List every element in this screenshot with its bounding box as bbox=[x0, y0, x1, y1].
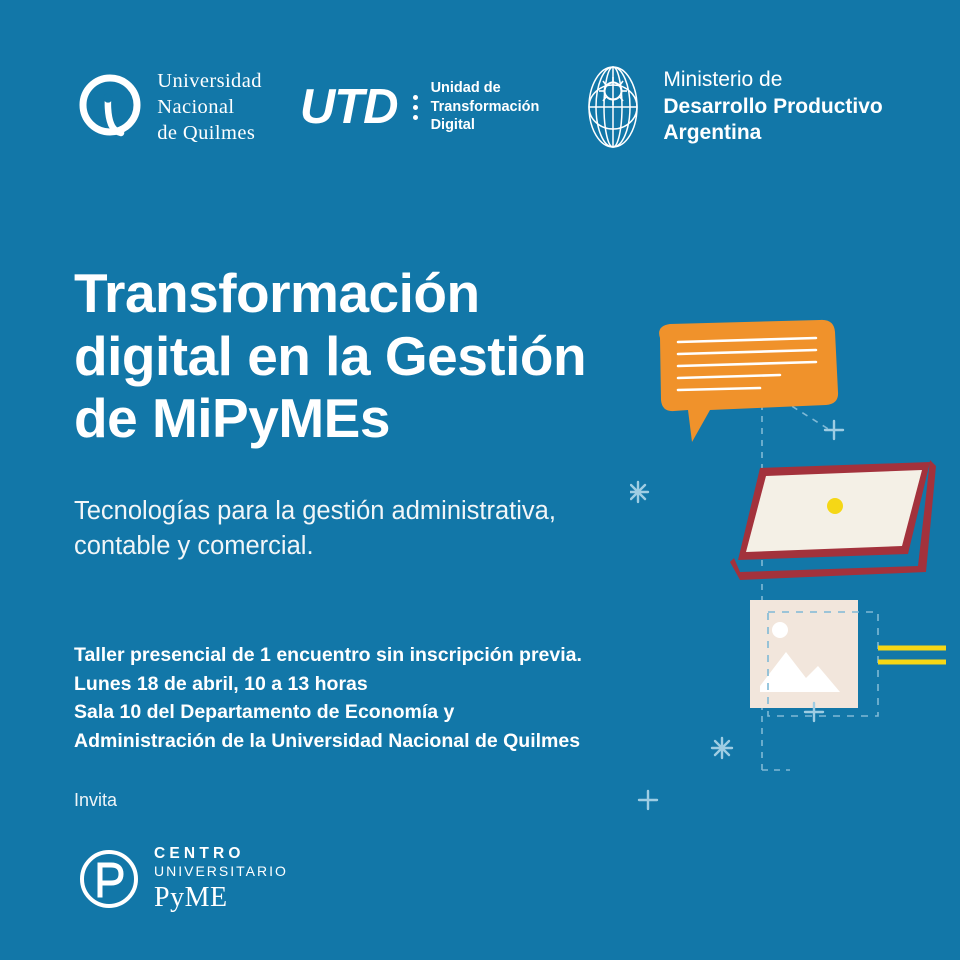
ministerio-line-3: Argentina bbox=[663, 121, 762, 145]
logo-unidad-transformacion-digital bbox=[300, 79, 540, 136]
ministerio-line-1: Ministerio de bbox=[663, 68, 783, 92]
subtitle-line-1: Tecnologías para la gestión administrativa, bbox=[74, 497, 556, 525]
title-line-3: de MiPyMEs bbox=[74, 387, 390, 450]
details-line-2: Lunes 18 de abril, 10 a 13 horas bbox=[74, 672, 368, 695]
pyme-line-3: PyME bbox=[154, 881, 228, 913]
pyme-line-1: CENTRO bbox=[154, 845, 245, 862]
ministerio-wordmark bbox=[663, 67, 882, 146]
details-line-3: Sala 10 del Departamento de Economía y bbox=[74, 701, 455, 724]
argentina-sun-shield-icon bbox=[577, 61, 649, 153]
unq-q-mark-icon bbox=[77, 74, 143, 140]
page-title bbox=[74, 262, 694, 450]
utd-line-3: Digital bbox=[430, 117, 475, 134]
utd-dots-icon bbox=[411, 95, 418, 120]
pyme-p-mark-icon bbox=[78, 848, 140, 910]
utd-subtitle bbox=[431, 79, 540, 136]
image-placeholder-icon bbox=[750, 600, 878, 716]
yellow-lines-icon bbox=[878, 648, 946, 662]
details-line-4: Administración de la Universidad Nacional de Quilmes bbox=[74, 729, 581, 752]
utd-line-2: Transformación bbox=[430, 98, 540, 115]
ministerio-line-2: Desarrollo Productivo bbox=[663, 94, 883, 118]
logo-centro-universitario-pyme bbox=[78, 845, 288, 914]
utd-line-1: Unidad de bbox=[430, 79, 501, 96]
pyme-wordmark bbox=[154, 845, 288, 914]
unq-line-3: de Quilmes bbox=[157, 122, 256, 145]
utd-wordmark: UTD bbox=[299, 79, 398, 134]
event-details bbox=[74, 641, 734, 756]
invita-label: Invita bbox=[74, 790, 118, 810]
header-logo-bar bbox=[0, 52, 960, 162]
unq-wordmark bbox=[157, 68, 262, 147]
open-book-icon bbox=[730, 460, 936, 580]
logo-ministerio-desarrollo-productivo bbox=[577, 61, 882, 153]
subtitle-line-2: contable y comercial. bbox=[74, 532, 314, 561]
page-subtitle bbox=[74, 494, 674, 564]
unq-line-2: Nacional bbox=[157, 95, 235, 118]
title-line-2: digital en la Gestión bbox=[74, 324, 587, 387]
title-line-1: Transformación bbox=[74, 262, 480, 324]
unq-line-1: Universidad bbox=[157, 69, 262, 92]
logo-universidad-nacional-de-quilmes bbox=[77, 68, 262, 147]
details-line-1: Taller presencial de 1 encuentro sin inscripción previa. bbox=[74, 644, 582, 666]
pyme-line-2: UNIVERSITARIO bbox=[154, 863, 288, 880]
